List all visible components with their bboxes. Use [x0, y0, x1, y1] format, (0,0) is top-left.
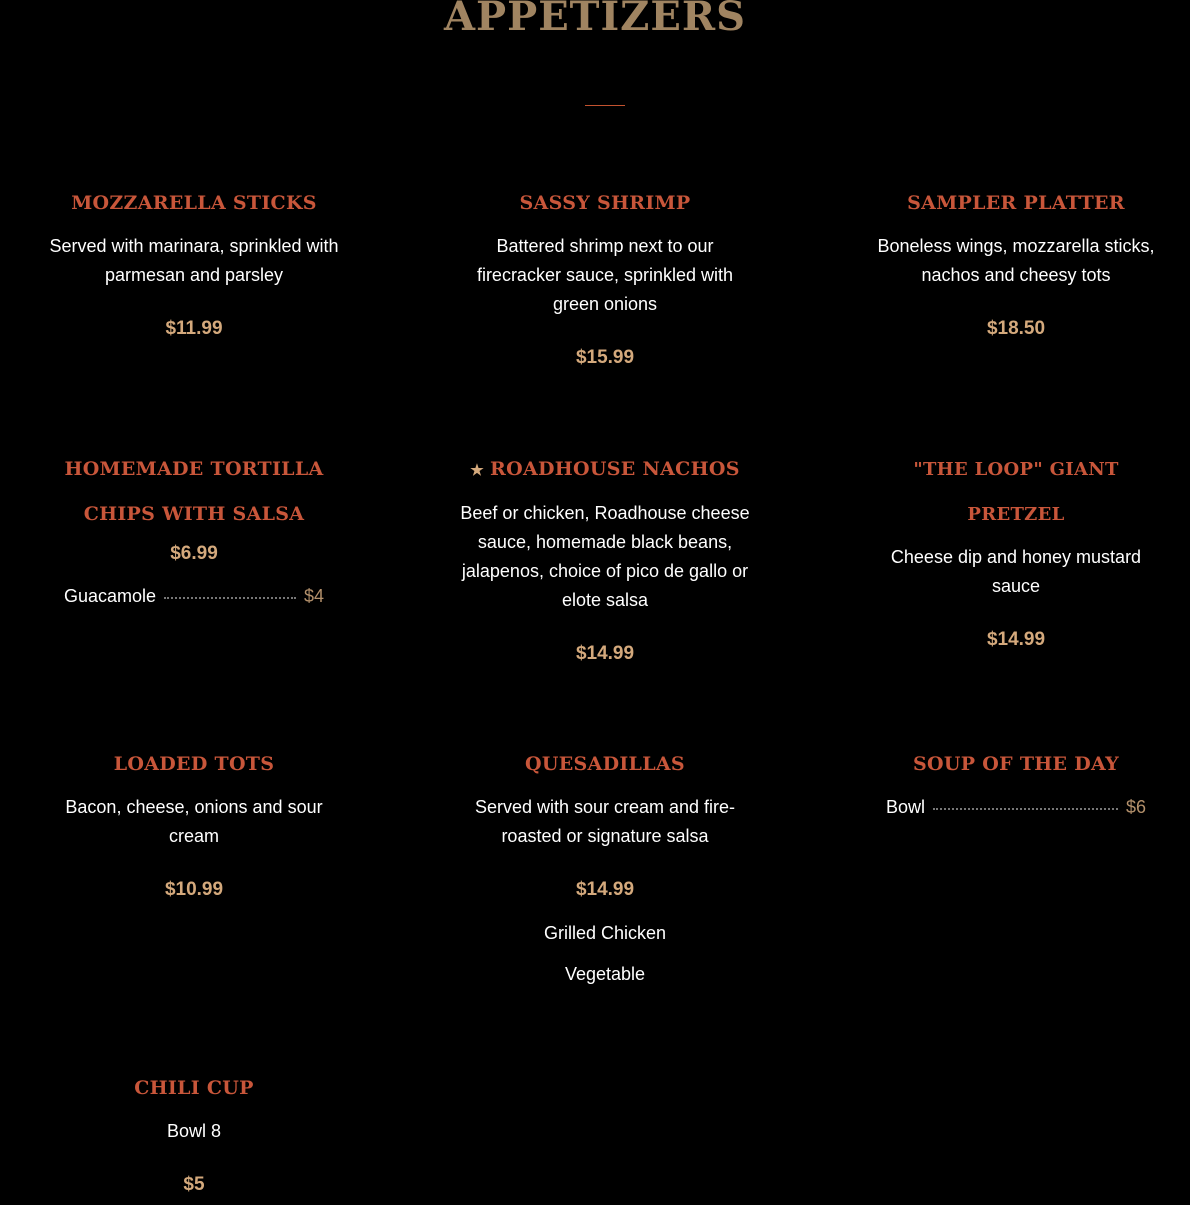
item-price: $15.99 — [575, 347, 635, 368]
variant-vegetable: Vegetable — [564, 964, 646, 984]
item-price: $14.99 — [575, 879, 635, 900]
item-price: $14.99 — [575, 643, 635, 664]
item-name: SAMPLER PLATTER — [907, 192, 1125, 214]
option-line-bowl — [886, 793, 1146, 821]
menu-item-tortilla-chips — [34, 447, 354, 610]
dot-leader — [164, 597, 296, 599]
variant-grilled-chicken: Grilled Chicken — [543, 923, 667, 943]
item-name: SASSY SHRIMP — [519, 192, 691, 214]
item-price: $14.99 — [986, 629, 1046, 650]
item-price: $18.50 — [986, 318, 1046, 339]
option-price: $4 — [303, 586, 324, 606]
item-name: CHILI CUP — [134, 1077, 254, 1099]
menu-item-sassy-shrimp — [455, 181, 755, 373]
star-icon: ★ — [470, 461, 485, 479]
dot-leader — [933, 808, 1118, 810]
item-price: $5 — [183, 1174, 205, 1195]
section-title: APPETIZERS — [444, 0, 746, 40]
menu-item-loaded-tots — [34, 742, 354, 905]
item-name: ROADHOUSE NACHOS — [490, 458, 740, 480]
item-description: Beef or chicken, Roadhouse cheese sauce, homemade black beans, jalapenos, choice of pico de gallo or elote salsa — [460, 503, 750, 610]
menu-item-roadhouse-nachos — [455, 447, 755, 669]
item-price: $10.99 — [164, 879, 224, 900]
item-name: LOADED TOTS — [113, 753, 275, 775]
item-description: Bowl 8 — [166, 1121, 222, 1141]
menu-item-chili-cup — [34, 1066, 354, 1200]
item-price: $6.99 — [170, 543, 218, 564]
item-description: Battered shrimp next to our firecracker sauce, sprinkled with green onions — [476, 236, 734, 314]
item-name: SOUP OF THE DAY — [913, 753, 1119, 775]
item-description: Cheese dip and honey mustard sauce — [890, 547, 1142, 596]
menu-item-soup-of-the-day — [866, 742, 1166, 821]
item-name: MOZZARELLA STICKS — [71, 192, 317, 214]
option-price: $6 — [1125, 797, 1146, 817]
item-price: $11.99 — [165, 318, 223, 339]
menu-item-quesadillas — [455, 742, 755, 989]
menu-item-mozzarella-sticks — [34, 181, 354, 344]
option-name: Guacamole — [64, 586, 157, 606]
option-line-guacamole — [64, 582, 324, 610]
item-name: QUESADILLAS — [525, 753, 685, 775]
menu-item-sampler-platter — [866, 181, 1166, 344]
item-description: Boneless wings, mozzarella sticks, nachos and cheesy tots — [877, 236, 1155, 285]
item-description: Served with marinara, sprinkled with parmesan and parsley — [49, 236, 339, 285]
item-description: Served with sour cream and fire-roasted or signature salsa — [474, 797, 736, 846]
option-name: Bowl — [886, 797, 926, 817]
item-name: HOMEMADE TORTILLA CHIPS WITH SALSA — [64, 458, 324, 525]
menu-item-giant-pretzel — [866, 447, 1166, 655]
item-name-row — [455, 447, 755, 493]
item-description: Bacon, cheese, onions and sour cream — [65, 797, 323, 846]
title-divider — [585, 105, 625, 106]
item-name: "THE LOOP" GIANT PRETZEL — [913, 459, 1119, 525]
